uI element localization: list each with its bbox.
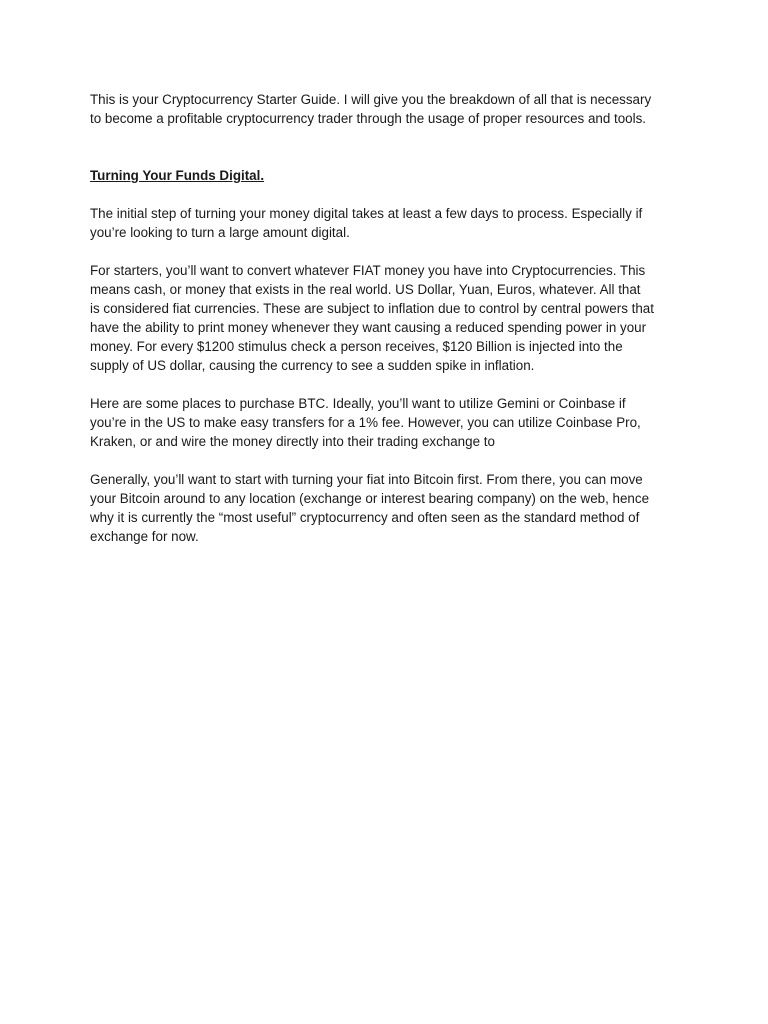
text-line: exchange for now. — [90, 529, 199, 544]
paragraph-initial-step — [90, 204, 690, 242]
document-body — [90, 90, 690, 565]
text-line: why it is currently the “most useful” cryptocurrency and often seen as the standard method of — [90, 510, 640, 525]
section-heading: Turning Your Funds Digital. — [90, 168, 265, 183]
text-line: to become a profitable cryptocurrency trader through the usage of proper resources and tools. — [90, 111, 647, 126]
paragraph-generally — [90, 470, 690, 546]
text-line: Here are some places to purchase BTC. Ideally, you’ll want to utilize Gemini or Coinbase if — [90, 396, 626, 411]
text-line: Kraken, or and wire the money directly into their trading exchange to — [90, 434, 495, 449]
text-line: Generally, you’ll want to start with turning your fiat into Bitcoin first. From there, you can move — [90, 472, 643, 487]
text-line: is considered fiat currencies. These are subject to inflation due to control by central powers that — [90, 301, 654, 316]
text-line: The initial step of turning your money digital takes at least a few days to process. Especially if — [90, 206, 643, 221]
paragraph-for-starters — [90, 261, 690, 375]
text-line: means cash, or money that exists in the real world. US Dollar, Yuan, Euros, whatever. All that — [90, 282, 641, 297]
text-line: you’re looking to turn a large amount digital. — [90, 225, 350, 240]
text-line: This is your Cryptocurrency Starter Guide. I will give you the breakdown of all that is necessary — [90, 92, 652, 107]
text-line: you’re in the US to make easy transfers for a 1% fee. However, you can utilize Coinbase Pro, — [90, 415, 641, 430]
paragraph-places-to-purchase — [90, 394, 690, 451]
text-line: money. For every $1200 stimulus check a person receives, $120 Billion is injected into the — [90, 339, 623, 354]
text-line: For starters, you’ll want to convert whatever FIAT money you have into Cryptocurrencies. This — [90, 263, 646, 278]
text-line: have the ability to print money whenever they want causing a reduced spending power in your — [90, 320, 647, 335]
intro-paragraph — [90, 90, 690, 128]
text-line: supply of US dollar, causing the currency to see a sudden spike in inflation. — [90, 358, 535, 373]
text-line: your Bitcoin around to any location (exchange or interest bearing company) on the web, hence — [90, 491, 650, 506]
